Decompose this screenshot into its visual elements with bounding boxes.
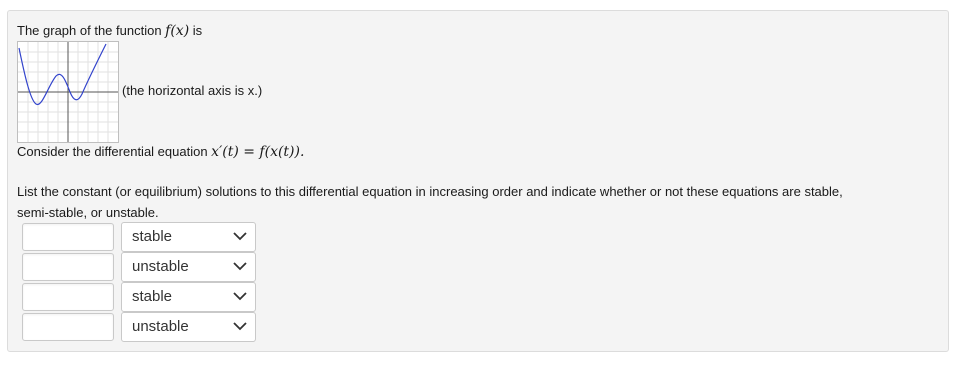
differential-equation: x′(t) = f(x(t)).: [211, 144, 305, 160]
equilibrium-input-1[interactable]: [22, 223, 114, 251]
stability-select-4[interactable]: [121, 312, 256, 342]
stability-select-2[interactable]: [121, 252, 256, 282]
function-curve: [19, 44, 106, 104]
intro-prefix: The graph of the function: [17, 23, 166, 38]
stability-select-value: unstable: [132, 318, 189, 335]
equilibrium-input-3[interactable]: [22, 283, 114, 311]
stability-select-1[interactable]: [121, 222, 256, 252]
stability-select-value: stable: [132, 228, 173, 245]
instruction-text: List the constant (or equilibrium) solutions to this differential equation in increasing order and indicate whether or not these equations are stable,: [17, 184, 843, 199]
instruction-text-cont: semi-stable, or unstable.: [17, 205, 159, 220]
question-panel: [7, 10, 949, 352]
equation-prefix: Consider the differential equation: [17, 144, 212, 159]
stability-select-3[interactable]: [121, 282, 256, 312]
stability-select-value: unstable: [132, 258, 189, 275]
intro-text: [17, 23, 202, 39]
chevron-down-icon: [233, 321, 247, 331]
stability-select-value: stable: [132, 288, 173, 305]
equilibrium-input-4[interactable]: [22, 313, 114, 341]
intro-suffix: is: [189, 23, 203, 38]
function-symbol: f(x): [165, 23, 190, 39]
chevron-down-icon: [233, 291, 247, 301]
equation-text: [17, 144, 304, 160]
chevron-down-icon: [233, 261, 247, 271]
graph-caption: (the horizontal axis is x.): [122, 83, 263, 98]
equilibrium-input-2[interactable]: [22, 253, 114, 281]
function-graph[interactable]: [17, 41, 119, 143]
chevron-down-icon: [233, 231, 247, 241]
